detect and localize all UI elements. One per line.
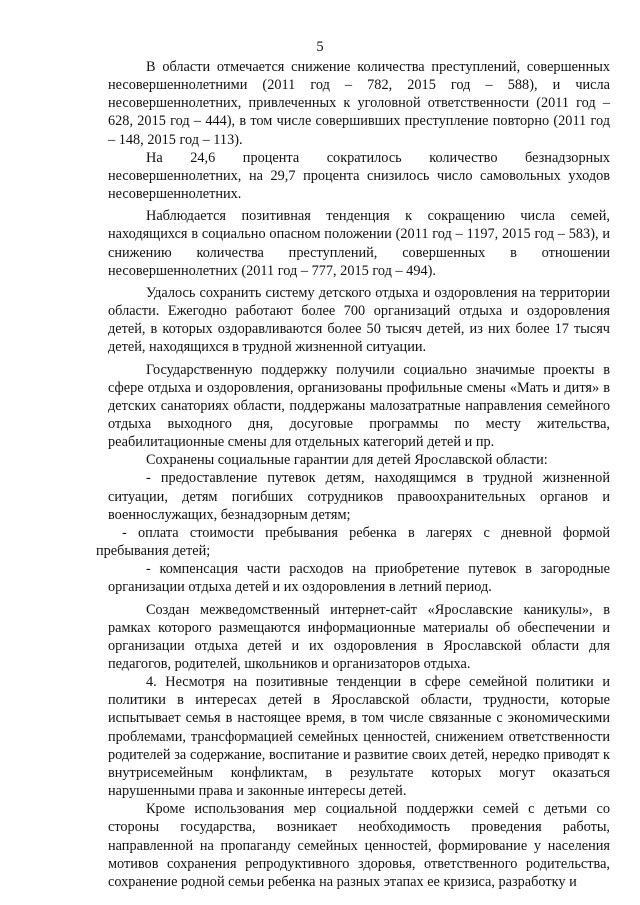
list-item-compensation: - компенсация части расходов на приобретение путевок в загородные организации отдыха детей и их оздоровления в летний период. xyxy=(108,561,610,596)
paragraph-section-4: 4. Несмотря на позитивные тенденции в сфере семейной политики и политики в интересах детей в Ярославской области, трудности, которые испытывает семья в настоящее время, в том числе связанные с экономическими проблемами, трансформацией семейных ценностей, снижением ответственности родителей за содержание, воспитание и развитие своих детей, нередко приводят к внутрисемейным конфликтам, в результате которых могут оказаться нарушенными права и законные интересы детей. xyxy=(108,674,610,800)
paragraph-social-guarantees: Сохранены социальные гарантии для детей Ярославской области: xyxy=(146,452,548,469)
document-body xyxy=(96,58,610,891)
list-item-vouchers: - предоставление путевок детям, находящимся в трудной жизненной ситуации, детям погибших сотрудников правоохранительных органов и военнослужащих, безнадзорным детям; xyxy=(108,470,610,523)
paragraph-neglected-minors: На 24,6 процента сократилось количество безнадзорных несовершеннолетних, на 29,7 процента снизилось число самовольных уходов несовершеннолетних. xyxy=(108,149,610,203)
page-number: 5 xyxy=(316,39,324,55)
paragraph-state-support: Государственную поддержку получили социально значимые проекты в сфере отдыха и оздоровления, организованы профильные смены «Мать и дитя» в детских санаториях области, поддержаны малозатратные направления семейного отдыха выходного дня, досуговые программы по месту жительства, реабилитационные смены для отдельных категорий детей и пр. xyxy=(108,361,610,451)
paragraph-website: Создан межведомственный интернет-сайт «Ярославские каникулы», в рамках которого размещаются информационные материалы об обеспечении и организации отдыха детей и их оздоровления в Ярославской области для педагогов, родителей, школьников и организаторов отдыха. xyxy=(108,601,610,672)
paragraph-families-at-risk: Наблюдается позитивная тенденция к сокращению числа семей, находящихся в социально опасном положении (2011 год – 1197, 2015 год – 583), и снижению количества преступлений, совершенных в отношении несовершеннолетних (2011 год – 777, 2015 год – 494). xyxy=(108,208,610,279)
list-item-camp-payment: - оплата стоимости пребывания ребенка в лагерях с дневной формой пребывания детей; xyxy=(96,524,610,560)
paragraph-family-values: Кроме использования мер социальной поддержки семей с детьми со стороны государства, возникает необходимость проведения работы, направленной на пропаганду семейных ценностей, формирование у населения мотивов сохранения репродуктивного здоровья, ответственного родительства, сохранение родной семьи ребенка на разных этапах ее кризиса, разработку и xyxy=(108,801,610,890)
paragraph-juvenile-crime: В области отмечается снижение количества преступлений, совершенных несовершеннолетними (2011 год – 782, 2015 год – 588), и числа несовершеннолетних, привлеченных к уголовной ответственности (2011 год – 628, 2015 год – 444), в том числе совершивших преступление повторно (2011 год – 148, 2015 год – 113). xyxy=(108,59,610,148)
paragraph-recreation-system: Удалось сохранить систему детского отдыха и оздоровления на территории области. Ежегодно работают более 700 организаций отдыха и оздоровления детей, в которых оздоравливаются более 50 тысяч детей, из них более 17 тысяч детей, находящихся в трудной жизненной ситуации. xyxy=(108,284,610,356)
